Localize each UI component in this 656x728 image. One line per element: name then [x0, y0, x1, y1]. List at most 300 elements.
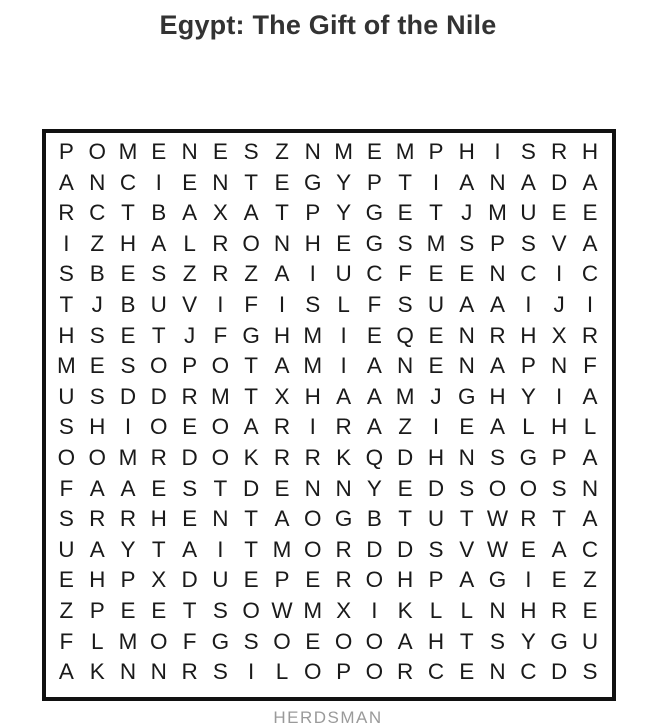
letter-cell[interactable]: T — [552, 506, 567, 532]
letter-cell[interactable]: Y — [520, 628, 536, 654]
letter-cell[interactable]: I — [586, 292, 594, 318]
letter-cell[interactable]: F — [213, 322, 228, 348]
letter-cell[interactable]: T — [275, 200, 289, 226]
letter-cell[interactable]: B — [366, 506, 382, 532]
letter-cell[interactable]: A — [58, 169, 74, 195]
letter-cell[interactable]: D — [397, 444, 414, 470]
letter-cell[interactable]: I — [432, 414, 440, 440]
letter-cell[interactable]: A — [120, 475, 136, 501]
letter-cell[interactable]: Z — [244, 261, 259, 287]
letter-cell[interactable]: I — [556, 261, 563, 287]
letter-cell[interactable]: S — [212, 659, 228, 685]
letter-cell[interactable]: P — [58, 139, 74, 165]
letter-cell[interactable]: N — [458, 322, 475, 348]
letter-cell[interactable]: L — [583, 414, 597, 440]
letter-cell[interactable]: M — [272, 536, 292, 562]
letter-cell[interactable]: E — [182, 414, 198, 440]
letter-cell[interactable]: M — [211, 383, 230, 409]
letter-cell[interactable]: E — [551, 200, 567, 226]
letter-cell[interactable]: U — [427, 506, 445, 532]
letter-cell[interactable]: L — [522, 414, 535, 440]
letter-cell[interactable]: N — [489, 261, 506, 287]
letter-cell[interactable]: S — [151, 261, 167, 287]
letter-cell[interactable]: C — [89, 200, 106, 226]
letter-cell[interactable]: N — [212, 506, 229, 532]
letter-cell[interactable]: E — [58, 567, 74, 593]
letter-cell[interactable]: A — [582, 230, 598, 256]
letter-cell[interactable]: I — [248, 659, 255, 685]
letter-cell[interactable]: G — [488, 567, 507, 593]
letter-cell[interactable]: R — [181, 383, 198, 409]
letter-cell[interactable]: T — [459, 506, 474, 532]
letter-cell[interactable]: T — [244, 353, 259, 379]
letter-cell[interactable]: O — [211, 444, 230, 470]
letter-cell[interactable]: N — [335, 475, 352, 501]
letter-cell[interactable]: I — [432, 169, 440, 195]
letter-cell[interactable]: Z — [90, 230, 105, 256]
letter-cell[interactable]: C — [119, 169, 137, 195]
letter-cell[interactable]: F — [182, 628, 197, 654]
letter-cell[interactable]: D — [551, 659, 568, 685]
letter-cell[interactable]: R — [181, 659, 198, 685]
letter-cell[interactable]: Y — [336, 169, 352, 195]
letter-cell[interactable]: E — [182, 169, 198, 195]
letter-cell[interactable]: O — [150, 628, 168, 654]
letter-cell[interactable]: A — [336, 383, 352, 409]
letter-cell[interactable]: G — [365, 230, 384, 256]
letter-cell[interactable]: S — [120, 353, 136, 379]
letter-cell[interactable]: M — [303, 597, 323, 623]
letter-cell[interactable]: S — [490, 444, 506, 470]
letter-cell[interactable]: C — [366, 261, 383, 287]
letter-cell[interactable]: G — [550, 628, 568, 654]
letter-cell[interactable]: O — [242, 597, 260, 623]
letter-cell[interactable]: I — [155, 169, 162, 195]
letter-cell[interactable]: R — [273, 414, 291, 440]
letter-cell[interactable]: L — [90, 628, 104, 654]
letter-cell[interactable]: P — [490, 230, 506, 256]
letter-cell[interactable]: U — [212, 567, 229, 593]
letter-cell[interactable]: I — [340, 353, 347, 379]
letter-cell[interactable]: X — [551, 322, 567, 348]
letter-cell[interactable]: Y — [336, 200, 352, 226]
letter-cell[interactable]: E — [459, 414, 475, 440]
letter-cell[interactable]: T — [151, 322, 166, 348]
letter-cell[interactable]: F — [398, 261, 413, 287]
letter-cell[interactable]: P — [428, 139, 444, 165]
letter-cell[interactable]: E — [428, 261, 444, 287]
letter-cell[interactable]: N — [119, 659, 137, 685]
letter-cell[interactable]: S — [520, 139, 536, 165]
letter-cell[interactable]: S — [397, 230, 413, 256]
letter-cell[interactable]: A — [490, 353, 506, 379]
letter-cell[interactable]: T — [59, 292, 74, 318]
letter-cell[interactable]: D — [427, 475, 445, 501]
letter-cell[interactable]: O — [304, 536, 322, 562]
letter-cell[interactable]: R — [304, 444, 321, 470]
letter-cell[interactable]: L — [183, 230, 196, 256]
letter-cell[interactable]: H — [304, 383, 321, 409]
letter-cell[interactable]: O — [304, 506, 322, 532]
letter-cell[interactable]: M — [426, 230, 446, 256]
letter-cell[interactable]: C — [581, 536, 599, 562]
letter-cell[interactable]: P — [520, 353, 536, 379]
letter-cell[interactable]: A — [243, 200, 259, 226]
letter-cell[interactable]: I — [525, 567, 532, 593]
letter-cell[interactable]: N — [150, 659, 167, 685]
letter-cell[interactable]: M — [118, 628, 138, 654]
letter-cell[interactable]: N — [304, 139, 321, 165]
letter-cell[interactable]: Q — [396, 322, 414, 348]
letter-cell[interactable]: A — [182, 536, 198, 562]
letter-cell[interactable]: N — [489, 597, 506, 623]
letter-cell[interactable]: M — [303, 322, 323, 348]
letter-cell[interactable]: I — [124, 414, 132, 440]
letter-cell[interactable]: J — [461, 200, 473, 226]
letter-cell[interactable]: O — [150, 414, 168, 440]
letter-cell[interactable]: P — [366, 169, 382, 195]
letter-cell[interactable]: A — [366, 353, 382, 379]
letter-cell[interactable]: R — [212, 230, 229, 256]
letter-cell[interactable]: A — [89, 475, 105, 501]
letter-cell[interactable]: N — [458, 353, 475, 379]
letter-cell[interactable]: T — [182, 597, 197, 623]
letter-cell[interactable]: U — [335, 261, 352, 287]
letter-cell[interactable]: H — [520, 597, 537, 623]
letter-cell[interactable]: I — [278, 292, 286, 318]
letter-cell[interactable]: R — [212, 261, 229, 287]
letter-cell[interactable]: T — [459, 628, 474, 654]
letter-cell[interactable]: Z — [398, 414, 413, 440]
letter-cell[interactable]: S — [58, 261, 74, 287]
letter-cell[interactable]: P — [120, 567, 136, 593]
letter-cell[interactable]: O — [365, 659, 384, 685]
letter-cell[interactable]: O — [211, 414, 230, 440]
letter-cell[interactable]: D — [551, 169, 568, 195]
letter-cell[interactable]: R — [89, 506, 106, 532]
letter-cell[interactable]: S — [58, 414, 74, 440]
letter-cell[interactable]: U — [58, 536, 75, 562]
letter-cell[interactable]: W — [486, 506, 509, 532]
letter-cell[interactable]: A — [182, 200, 198, 226]
letter-cell[interactable]: G — [365, 200, 384, 226]
letter-cell[interactable]: Z — [583, 567, 597, 593]
letter-cell[interactable]: T — [121, 200, 135, 226]
letter-cell[interactable]: A — [490, 414, 506, 440]
letter-cell[interactable]: H — [119, 230, 137, 256]
letter-cell[interactable]: S — [459, 475, 475, 501]
letter-cell[interactable]: G — [458, 383, 476, 409]
letter-cell[interactable]: E — [336, 230, 352, 256]
letter-cell[interactable]: W — [486, 536, 509, 562]
letter-cell[interactable]: T — [244, 536, 259, 562]
letter-cell[interactable]: S — [459, 230, 475, 256]
letter-cell[interactable]: X — [336, 597, 352, 623]
letter-cell[interactable]: E — [459, 261, 475, 287]
letter-cell[interactable]: O — [150, 353, 168, 379]
letter-cell[interactable]: O — [242, 230, 260, 256]
letter-cell[interactable]: C — [427, 659, 445, 685]
letter-cell[interactable]: L — [460, 597, 474, 623]
letter-cell[interactable]: R — [58, 200, 75, 226]
letter-cell[interactable]: S — [243, 628, 259, 654]
letter-cell[interactable]: H — [89, 414, 106, 440]
letter-cell[interactable]: C — [581, 261, 599, 287]
letter-cell[interactable]: M — [57, 353, 76, 379]
letter-cell[interactable]: D — [181, 444, 198, 470]
letter-cell[interactable]: E — [212, 139, 228, 165]
letter-cell[interactable]: A — [490, 292, 506, 318]
letter-cell[interactable]: D — [366, 536, 383, 562]
letter-cell[interactable]: O — [365, 567, 384, 593]
letter-cell[interactable]: A — [274, 261, 290, 287]
letter-cell[interactable]: S — [428, 536, 444, 562]
letter-cell[interactable]: A — [243, 414, 259, 440]
letter-cell[interactable]: N — [397, 353, 414, 379]
letter-cell[interactable]: G — [519, 444, 538, 470]
letter-cell[interactable]: M — [303, 353, 323, 379]
letter-cell[interactable]: S — [305, 292, 321, 318]
letter-cell[interactable]: P — [89, 597, 105, 623]
letter-cell[interactable]: E — [582, 200, 598, 226]
letter-cell[interactable]: F — [59, 475, 74, 501]
letter-cell[interactable]: R — [119, 506, 137, 532]
letter-cell[interactable]: A — [151, 230, 167, 256]
letter-cell[interactable]: S — [551, 475, 567, 501]
letter-cell[interactable]: A — [459, 169, 475, 195]
letter-cell[interactable]: G — [304, 169, 322, 195]
letter-cell[interactable]: E — [397, 475, 413, 501]
letter-cell[interactable]: T — [244, 506, 259, 532]
letter-cell[interactable]: G — [334, 506, 353, 532]
letter-cell[interactable]: E — [274, 475, 290, 501]
letter-cell[interactable]: Y — [520, 383, 536, 409]
letter-cell[interactable]: T — [244, 383, 259, 409]
letter-cell[interactable]: M — [334, 139, 353, 165]
letter-cell[interactable]: E — [366, 322, 382, 348]
letter-cell[interactable]: X — [151, 567, 167, 593]
letter-cell[interactable]: L — [275, 659, 289, 685]
letter-cell[interactable]: R — [335, 567, 352, 593]
letter-cell[interactable]: O — [88, 139, 106, 165]
letter-cell[interactable]: Z — [59, 597, 74, 623]
letter-cell[interactable]: I — [525, 292, 532, 318]
letter-cell[interactable]: N — [489, 659, 506, 685]
letter-cell[interactable]: R — [520, 506, 537, 532]
letter-cell[interactable]: A — [58, 659, 74, 685]
letter-cell[interactable]: H — [489, 383, 506, 409]
letter-cell[interactable]: H — [458, 139, 475, 165]
letter-cell[interactable]: N — [89, 169, 106, 195]
letter-cell[interactable]: T — [398, 169, 413, 195]
letter-cell[interactable]: H — [273, 322, 291, 348]
letter-cell[interactable]: R — [335, 536, 352, 562]
letter-cell[interactable]: N — [304, 475, 321, 501]
letter-cell[interactable]: D — [150, 383, 167, 409]
letter-cell[interactable]: M — [118, 139, 138, 165]
letter-cell[interactable]: E — [459, 659, 475, 685]
letter-cell[interactable]: A — [366, 383, 382, 409]
letter-cell[interactable]: Y — [120, 536, 136, 562]
letter-cell[interactable]: N — [551, 353, 568, 379]
letter-cell[interactable]: R — [335, 414, 352, 440]
letter-cell[interactable]: O — [488, 475, 507, 501]
letter-cell[interactable]: N — [273, 230, 291, 256]
letter-cell[interactable]: H — [551, 414, 568, 440]
letter-cell[interactable]: M — [118, 444, 138, 470]
letter-cell[interactable]: P — [551, 444, 567, 470]
letter-cell[interactable]: E — [366, 139, 382, 165]
letter-cell[interactable]: K — [243, 444, 259, 470]
letter-cell[interactable]: G — [211, 628, 230, 654]
letter-cell[interactable]: H — [89, 567, 106, 593]
letter-cell[interactable]: I — [309, 414, 316, 440]
letter-cell[interactable]: A — [551, 536, 567, 562]
letter-cell[interactable]: E — [182, 506, 198, 532]
letter-cell[interactable]: R — [581, 322, 599, 348]
letter-cell[interactable]: P — [182, 353, 198, 379]
letter-cell[interactable]: A — [582, 169, 598, 195]
letter-cell[interactable]: I — [494, 139, 501, 165]
letter-cell[interactable]: T — [398, 506, 413, 532]
letter-cell[interactable]: M — [395, 139, 415, 165]
letter-cell[interactable]: F — [583, 353, 597, 379]
letter-cell[interactable]: O — [88, 444, 106, 470]
letter-cell[interactable]: B — [151, 200, 167, 226]
letter-cell[interactable]: D — [181, 567, 198, 593]
letter-cell[interactable]: S — [89, 383, 105, 409]
letter-cell[interactable]: I — [63, 230, 70, 256]
letter-cell[interactable]: N — [489, 169, 506, 195]
letter-cell[interactable]: S — [243, 139, 259, 165]
letter-cell[interactable]: B — [120, 292, 136, 318]
letter-cell[interactable]: O — [211, 353, 230, 379]
letter-cell[interactable]: R — [551, 139, 568, 165]
letter-cell[interactable]: O — [519, 475, 538, 501]
letter-cell[interactable]: V — [551, 230, 567, 256]
letter-cell[interactable]: F — [367, 292, 382, 318]
letter-cell[interactable]: E — [305, 628, 321, 654]
letter-cell[interactable]: R — [489, 322, 506, 348]
letter-cell[interactable]: T — [151, 536, 166, 562]
letter-cell[interactable]: S — [212, 597, 228, 623]
letter-cell[interactable]: H — [520, 322, 537, 348]
letter-cell[interactable]: S — [490, 628, 506, 654]
letter-cell[interactable]: L — [429, 597, 443, 623]
letter-cell[interactable]: A — [397, 628, 413, 654]
letter-cell[interactable]: E — [120, 322, 136, 348]
letter-cell[interactable]: S — [58, 506, 74, 532]
letter-cell[interactable]: E — [397, 200, 413, 226]
letter-cell[interactable]: A — [582, 444, 598, 470]
letter-cell[interactable]: E — [428, 322, 444, 348]
letter-cell[interactable]: O — [57, 444, 76, 470]
letter-cell[interactable]: U — [520, 200, 537, 226]
letter-cell[interactable]: W — [271, 597, 293, 623]
letter-cell[interactable]: T — [213, 475, 228, 501]
letter-cell[interactable]: G — [242, 322, 260, 348]
letter-cell[interactable]: S — [182, 475, 198, 501]
letter-cell[interactable]: J — [553, 292, 565, 318]
letter-cell[interactable]: U — [427, 292, 445, 318]
letter-cell[interactable]: I — [309, 261, 316, 287]
letter-cell[interactable]: P — [305, 200, 321, 226]
letter-cell[interactable]: A — [520, 169, 536, 195]
letter-cell[interactable]: A — [459, 567, 475, 593]
letter-cell[interactable]: N — [212, 169, 229, 195]
letter-cell[interactable]: P — [428, 567, 444, 593]
letter-cell[interactable]: L — [337, 292, 350, 318]
letter-cell[interactable]: N — [458, 444, 475, 470]
letter-cell[interactable]: K — [397, 597, 413, 623]
letter-cell[interactable]: R — [150, 444, 167, 470]
letter-cell[interactable]: I — [217, 536, 224, 562]
letter-cell[interactable]: I — [556, 383, 563, 409]
letter-cell[interactable]: X — [212, 200, 228, 226]
letter-cell[interactable]: D — [119, 383, 137, 409]
letter-cell[interactable]: E — [243, 567, 259, 593]
letter-cell[interactable]: O — [273, 628, 291, 654]
letter-cell[interactable]: H — [150, 506, 167, 532]
letter-cell[interactable]: S — [89, 322, 105, 348]
letter-cell[interactable]: O — [334, 628, 353, 654]
letter-cell[interactable]: F — [244, 292, 259, 318]
letter-cell[interactable]: P — [274, 567, 290, 593]
letter-cell[interactable]: Y — [366, 475, 382, 501]
letter-cell[interactable]: F — [59, 628, 74, 654]
letter-cell[interactable]: E — [151, 597, 167, 623]
letter-cell[interactable]: I — [371, 597, 378, 623]
letter-cell[interactable]: V — [459, 536, 475, 562]
letter-cell[interactable]: O — [304, 659, 322, 685]
letter-cell[interactable]: J — [91, 292, 103, 318]
letter-cell[interactable]: C — [520, 261, 537, 287]
letter-cell[interactable]: N — [181, 139, 198, 165]
letter-cell[interactable]: E — [89, 353, 105, 379]
letter-cell[interactable]: U — [581, 628, 599, 654]
letter-cell[interactable]: A — [459, 292, 475, 318]
letter-cell[interactable]: A — [274, 506, 290, 532]
letter-cell[interactable]: S — [582, 659, 598, 685]
letter-cell[interactable]: E — [151, 475, 167, 501]
letter-cell[interactable]: H — [58, 322, 75, 348]
letter-cell[interactable]: E — [428, 353, 444, 379]
letter-cell[interactable]: T — [429, 200, 443, 226]
letter-cell[interactable]: A — [582, 383, 598, 409]
letter-cell[interactable]: J — [430, 383, 442, 409]
letter-cell[interactable]: K — [89, 659, 105, 685]
letter-cell[interactable]: C — [520, 659, 537, 685]
letter-cell[interactable]: R — [551, 597, 568, 623]
letter-cell[interactable]: R — [273, 444, 291, 470]
letter-cell[interactable]: N — [581, 475, 599, 501]
letter-cell[interactable]: H — [304, 230, 321, 256]
letter-cell[interactable]: R — [397, 659, 414, 685]
letter-cell[interactable]: E — [120, 597, 136, 623]
letter-cell[interactable]: K — [336, 444, 352, 470]
letter-cell[interactable]: H — [427, 444, 445, 470]
letter-cell[interactable]: E — [582, 597, 598, 623]
letter-cell[interactable]: A — [274, 353, 290, 379]
letter-cell[interactable]: D — [243, 475, 260, 501]
letter-cell[interactable]: X — [274, 383, 290, 409]
letter-cell[interactable]: H — [397, 567, 414, 593]
letter-cell[interactable]: A — [89, 536, 105, 562]
letter-cell[interactable]: O — [365, 628, 384, 654]
letter-cell[interactable]: A — [582, 506, 598, 532]
letter-cell[interactable]: U — [58, 383, 75, 409]
letter-cell[interactable]: S — [520, 230, 536, 256]
